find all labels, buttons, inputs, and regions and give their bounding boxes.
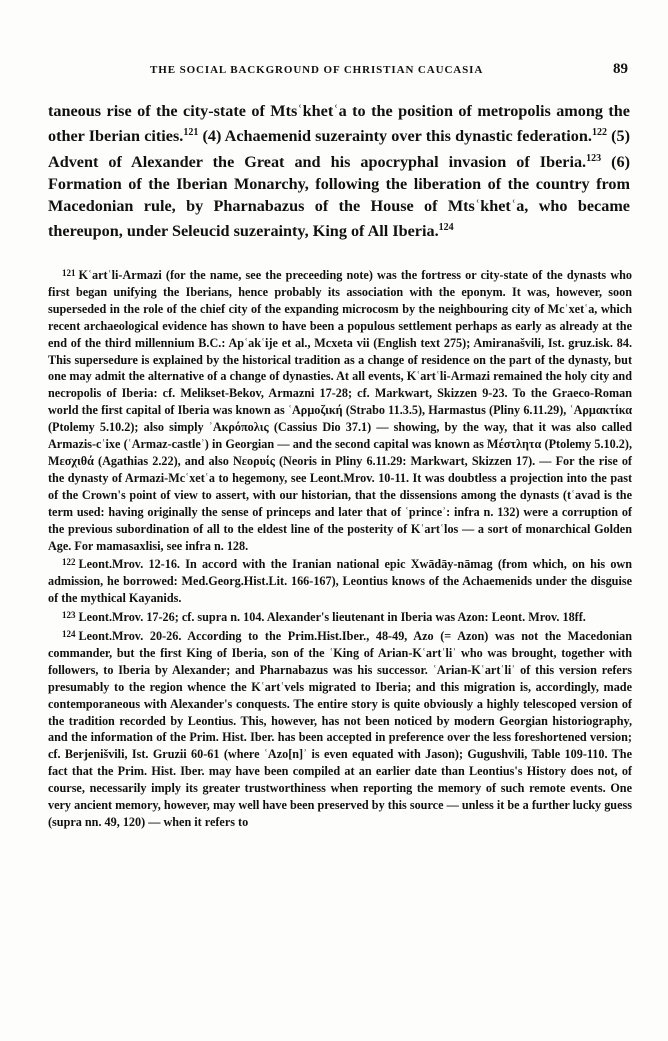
footnote-text: Kʿartʿli-Armazi (for the name, see the preceeding note) was the fortress or city-state of the dynasts who first began unifying the Iberians, hence probably its association with the eponym. It was, however, soon superseded in the role of the chief city of the expanding microcosm by the neighbouring city of Mcʿxetʿa, which recent archaeological evidence has shown to have been a populous settlement perhaps as early as already at the end of the third millennium B.C.: Apʿakʿije et al., Mcxeta vii (English text 275); Amiranašvili, Ist. gruz.isk. 84. This supersedure is explained by the historical tradition as a change of residence on the part of the dynasty, but one may admit the alternative of a change of dynasties. At all events, Kʿartʿli-Armazi remained the holy city and necropolis of Iberia: cf. Melikset-Bekov, Armazni 17-28; cf. Markwart, Skizzen 9-23. To the Graeco-Roman world the first capital of Iberia was known as ʿΑρμοζική (Strabo 11.3.5), Harmastus (Pliny 6.11.29), ʿΑρμακτίκα (Ptolemy 5.10.2); also simply ʾΑκρόπολις (Cassius Dio 37.1) — showing, by the way, that it was also called Armazis-cʿixe (ʿArmaz-castleʾ) in Georgian — and the second capital was known as Μέστλητα (Ptolemy 5.10.2), Μεσχιθά (Agathias 2.22), and also Νεορυίς (Neoris in Pliny 6.11.29: Markwart, Skizzen 17). — For the rise of the dynasty of Armazi-Mcʿxetʿa to hegemony, see Leont.Mrov. 10-11. It was doubtless a projection into the past of the Crown's point of view to assert, with our historian, that the dissensions among the dynasts (tʿavad is the term used: having originally the sense of princeps and later that of ʿprinceʾ: infra n. 132) were a corruption of the previous subordination of all to the eldest line of the posterity of Kʿartʿlos — a sort of monarchical Golden Age. For mamasaxlisi, see infra n. 128. [48, 268, 632, 553]
footnote-number: 121 [62, 268, 76, 278]
footnote-text: Leont.Mrov. 17-26; cf. supra n. 104. Alexander's lieutenant in Iberia was Azon: Leont. Mrov. 18ff. [78, 610, 586, 625]
footnote-text: Leont.Mrov. 20-26. According to the Prim.Hist.Iber., 48-49, Azo (= Azon) was not the Macedonian commander, but the first King of Iberia, son of the ʿKing of Arian-Kʿartʿliʾ who was brought, together with followers, to Iberia by Alexander; and Pharnabazus was his successor. ʿArian-Kʿartʿliʾ of this version refers presumably to the region whence the Kʿartʿvels migrated to Iberia; and this migration is, accordingly, made contemporaneous with Alexander's conquests. The entire story is quite obviously a highly telescoped version of the tradition recorded by Leontius. This, however, has not been noticed by modern Georgian historiography, and the information of the Prim. Hist. Iber. has been accepted in preference over the less foreshortened version; cf. Berjenišvili, Ist. Gruzii 60-61 (where ʿAzo[n]ʾ is even equated with Jason); Gugushvili, Table 109-110. The fact that the Prim. Hist. Iber. may have been compiled at an earlier date than Leontius's History does not, of course, necessarily imply its greater trustworthiness when reporting the memory of such remote events. One very ancient memory, however, may well have been preserved by this source — unless it be a further lucky guess (supra nn. 49, 120) — when it refers to [48, 629, 632, 829]
main-text-segment: (4) Achaemenid suzerainty over this dynastic federation. [198, 127, 592, 146]
footnote-121 [48, 265, 632, 554]
footnote-ref: 121 [183, 127, 199, 139]
footnote-text: Leont.Mrov. 12-16. In accord with the Iranian national epic Xwādāy-nāmag (from which, on his own admission, he borrowed: Med.Georg.Hist.Lit. 166-167), Leontius knows of the Achaemenids under the disguise of the mythical Kayanids. [48, 557, 632, 606]
footnote-number: 124 [62, 629, 76, 640]
main-text-segment: (5) Advent of Alexander the Great and his apocryphal invasion of Iberia. [48, 127, 631, 171]
page-number: 89 [613, 61, 628, 77]
footnote-122 [48, 554, 632, 607]
main-text-segment: (6) Formation of the Iberian Monarchy, following the liberation of the country from Macedonian rule, by Pharnabazus of the House of Mtsʿkhetʿa, who became thereupon, under Seleucid suzerainty, King of All Iberia. [48, 152, 630, 241]
running-title: THE SOCIAL BACKGROUND OF CHRISTIAN CAUCASIA [150, 64, 484, 76]
running-head [48, 61, 628, 81]
footnote-number: 123 [62, 610, 76, 621]
footnote-124 [48, 626, 632, 831]
main-text-paragraph [48, 100, 630, 243]
footnote-123 [48, 607, 632, 626]
footnote-ref: 122 [591, 127, 607, 139]
footnote-number: 122 [62, 557, 76, 568]
footnote-ref: 123 [586, 152, 602, 164]
footnotes-section [48, 265, 632, 831]
footnote-ref: 124 [438, 222, 454, 234]
main-text-segment: taneous rise of the city-state of Mtsʿkhetʿa to the position of metropolis among the other Iberian cities. [48, 102, 630, 146]
